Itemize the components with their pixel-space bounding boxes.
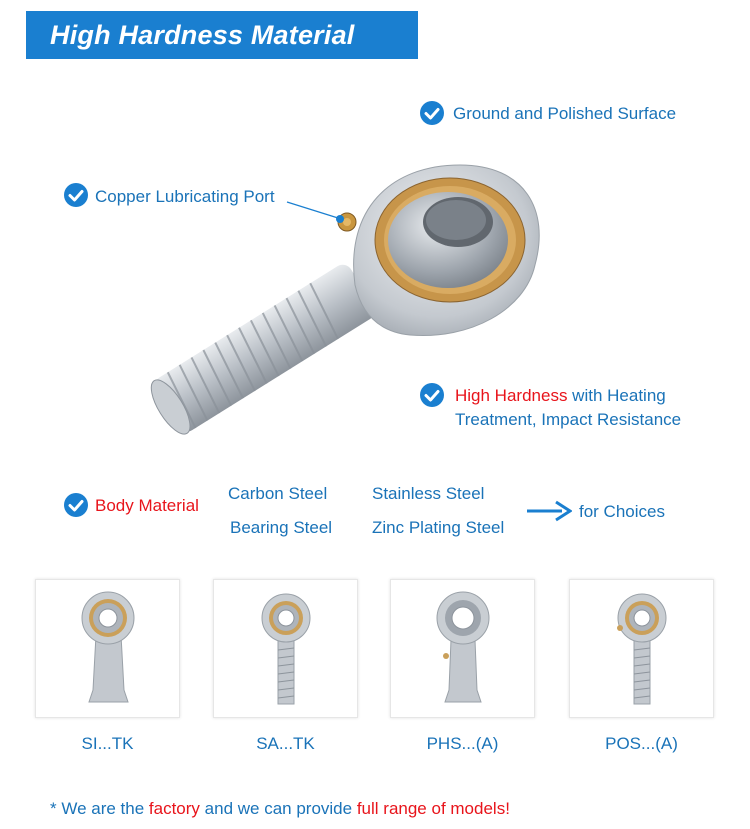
footer-range: full range of models — [356, 799, 506, 818]
check-icon — [64, 183, 88, 207]
model-card-si-tk — [35, 579, 180, 718]
model-card-sa-tk — [213, 579, 358, 718]
rod-end-phs-a-image — [391, 580, 536, 719]
rod-end-sa-tk-image — [214, 580, 359, 719]
material-zinc-plating-steel: Zinc Plating Steel — [372, 518, 505, 537]
footer-note — [50, 799, 510, 819]
high-hardness-highlight: High Hardness — [455, 386, 568, 405]
footer-factory: factory — [148, 799, 200, 818]
arrow-right-icon — [526, 498, 572, 524]
model-card-phs-a — [390, 579, 535, 718]
check-icon — [64, 493, 88, 517]
material-stainless-steel: Stainless Steel — [372, 484, 485, 503]
check-icon — [420, 383, 444, 407]
material-carbon-steel: Carbon Steel — [228, 484, 328, 503]
model-card-pos-a — [569, 579, 714, 718]
material-bearing-steel: Bearing Steel — [230, 518, 333, 537]
title-banner — [26, 11, 418, 59]
footer-part1: * We are the — [50, 799, 149, 818]
high-hardness-rest: with Heating — [567, 386, 666, 405]
check-icon — [420, 101, 444, 125]
footer-part2: and we can provide — [199, 799, 357, 818]
feature-lubricating-port: Copper Lubricating Port — [95, 187, 275, 206]
for-choices-label: for Choices — [579, 502, 665, 521]
banner-title: High Hardness Material — [50, 20, 355, 50]
model-label-si-tk: SI...TK — [81, 734, 134, 753]
model-label-phs-a: PHS...(A) — [426, 734, 499, 753]
feature-high-hardness — [455, 386, 666, 406]
feature-ground-polished: Ground and Polished Surface — [453, 104, 677, 123]
rod-end-si-tk-image — [36, 580, 181, 719]
leader-line — [286, 200, 346, 224]
rod-end-pos-a-image — [570, 580, 715, 719]
footer-end: ! — [505, 799, 510, 818]
feature-high-hardness-line2: Treatment, Impact Resistance — [455, 410, 682, 429]
model-label-sa-tk: SA...TK — [256, 734, 315, 753]
model-label-pos-a: POS...(A) — [605, 734, 678, 753]
body-material-label: Body Material — [95, 496, 199, 515]
